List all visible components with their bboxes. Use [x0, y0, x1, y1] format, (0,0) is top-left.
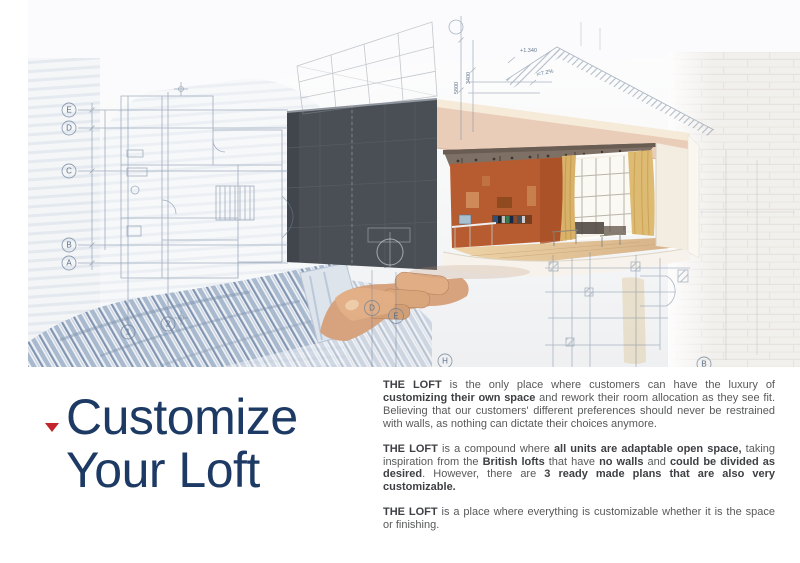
page-title-line1: Customize: [66, 389, 298, 445]
heading-marker-icon: [45, 423, 59, 432]
page-title-line2: Your Loft: [66, 442, 260, 498]
grid-letter: H: [442, 356, 448, 366]
body-text: [383, 379, 775, 544]
paragraph: THE LOFT is a place where everything is customizable whether it is the space or finishing.: [383, 506, 775, 532]
grid-number: 1: [125, 327, 131, 337]
grid-letter: C: [66, 166, 72, 176]
photo-left-margin: [0, 0, 28, 367]
model-end-wall: [656, 135, 699, 258]
dimension-label: 3400: [466, 71, 472, 85]
grid-letter: D: [369, 303, 375, 313]
paragraph: THE LOFT is the only place where customers can have the luxury of customizing their own space and rework their room allocation as they see fit. Believing that our customers' different preferences should never be restrained with walls, as nothing can dictate their choices anymore.: [383, 379, 776, 430]
grid-letter: E: [66, 105, 72, 115]
model-grey-wall: [287, 99, 437, 270]
grid-letter: B: [701, 359, 707, 367]
dimension-label: 5800: [454, 81, 460, 95]
curtain-reflection: [622, 277, 646, 364]
paragraph: THE LOFT is a compound where all units are adaptable open space, taking inspiration from the British lofts that have no walls and could be divided as desired. However, there are 3 ready made plans that are also very customizable.: [383, 442, 776, 494]
dimension-label: +1.340: [520, 48, 537, 54]
grid-letter: B: [66, 240, 72, 250]
grid-letter: E: [393, 311, 399, 321]
dimension-label: i=7.2%: [536, 68, 555, 78]
page-title: [66, 391, 298, 497]
model-orange-wall: [450, 157, 568, 248]
grid-number: 2: [165, 319, 171, 329]
grid-letter: A: [66, 258, 72, 268]
text-section: [0, 367, 800, 563]
grid-letter: D: [66, 123, 72, 133]
